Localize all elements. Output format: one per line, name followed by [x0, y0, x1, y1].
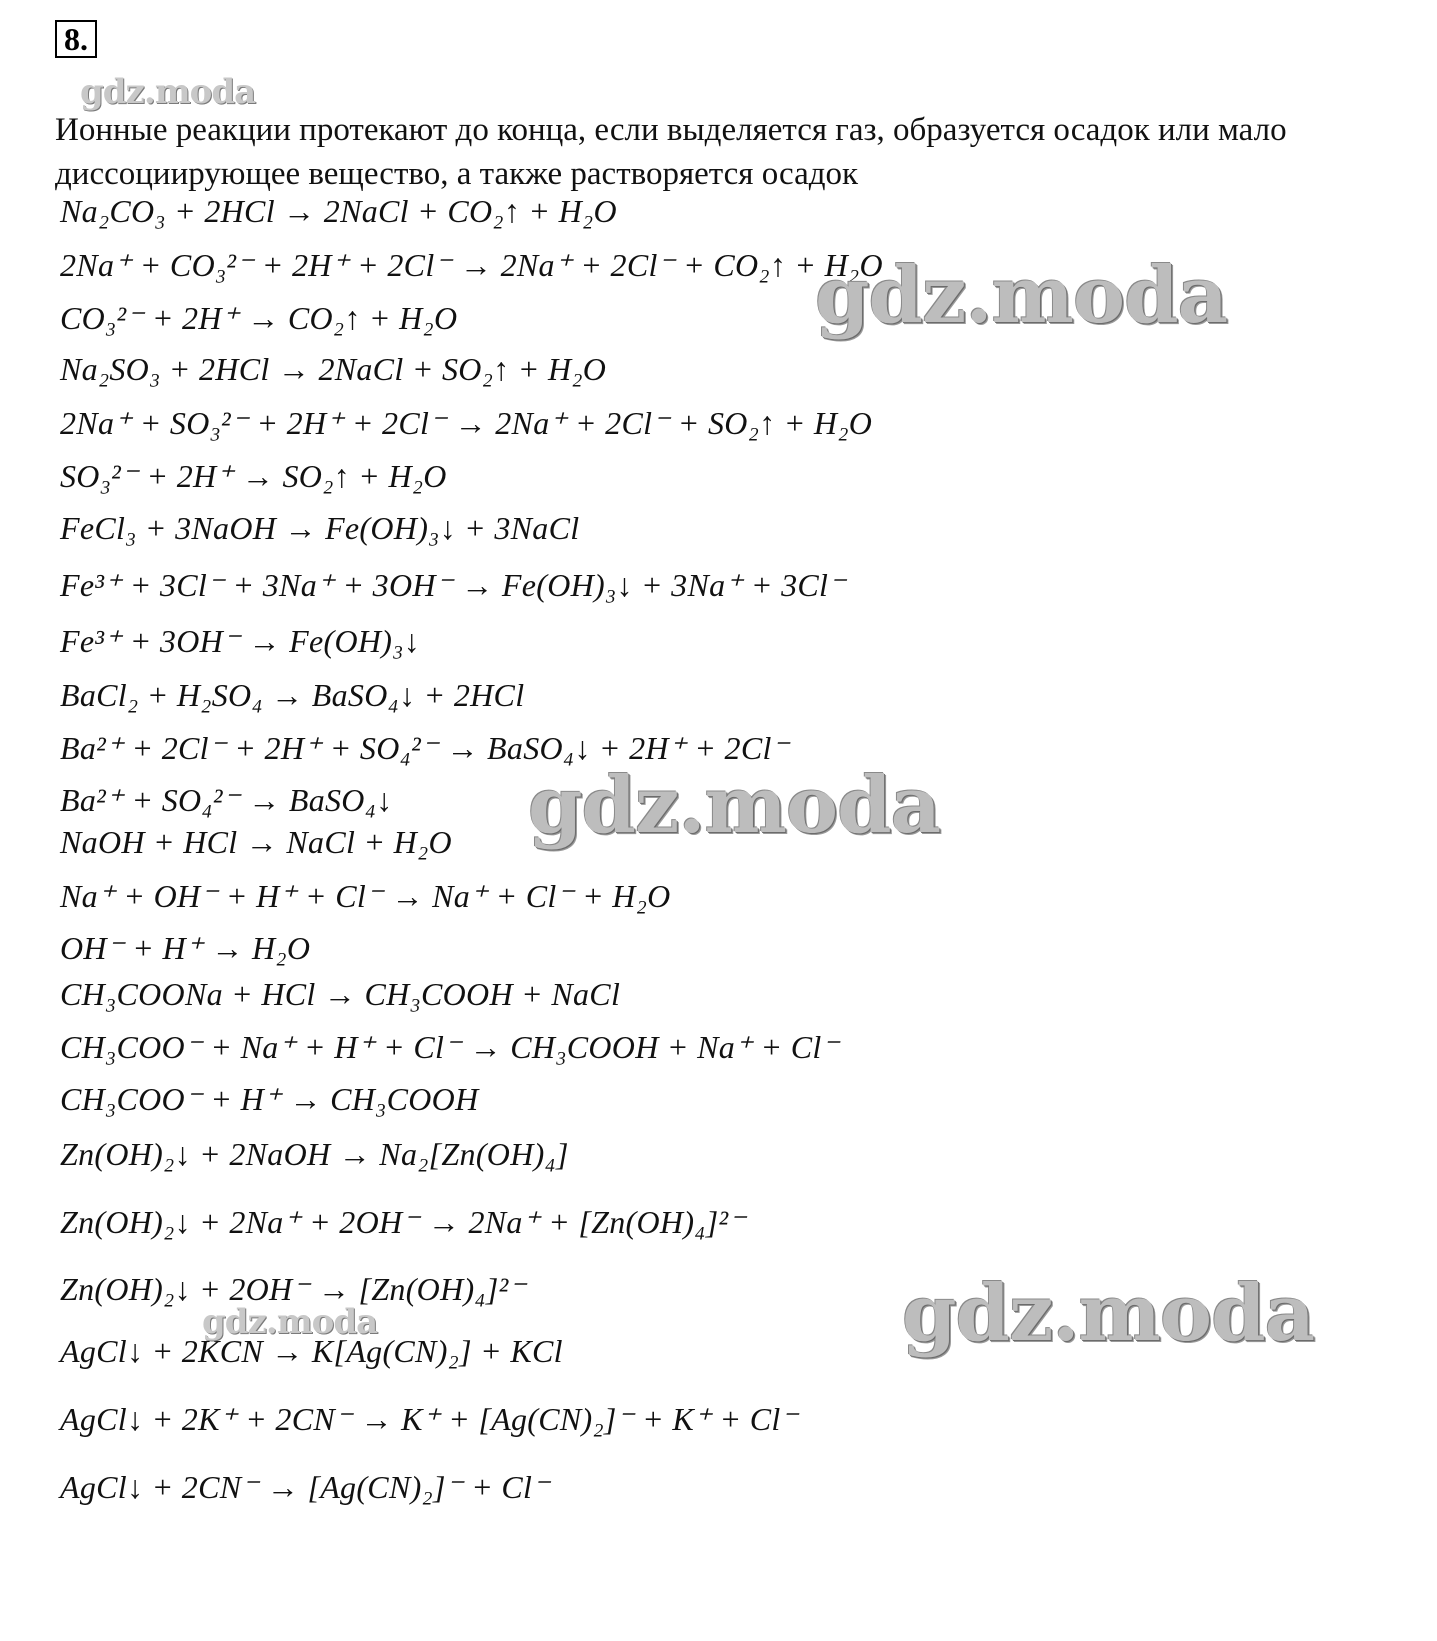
equation-line: Zn(OH)₂↓ + 2NaOH → Na₂[Zn(OH)₄]	[60, 1136, 569, 1172]
intro-text: Ионные реакции протекают до конца, если выделяется газ, образуется осадок или мало диссоциирующее вещество, а также растворяется осадок	[55, 112, 1287, 192]
equation-line: CH₃COO⁻ + Na⁺ + H⁺ + Cl⁻ → CH₃COOH + Na⁺ + Cl⁻	[60, 1029, 839, 1065]
equation-line: 2Na⁺ + SO₃²⁻ + 2H⁺ + 2Cl⁻ → 2Na⁺ + 2Cl⁻ + SO₂↑ + H₂O	[60, 405, 873, 441]
equation-line: BaCl₂ + H₂SO₄ → BaSO₄↓ + 2HCl	[60, 677, 525, 713]
equation-line: CO₃²⁻ + 2H⁺ → CO₂↑ + H₂O	[60, 300, 458, 336]
equation-line: Fe³⁺ + 3OH⁻ → Fe(OH)₃↓	[60, 623, 420, 659]
equation-line: Ba²⁺ + 2Cl⁻ + 2H⁺ + SO₄²⁻ → BaSO₄↓ + 2H⁺ + 2Cl⁻	[60, 730, 789, 766]
watermark: gdz.moda	[902, 1268, 1315, 1359]
watermark: gdz.moda	[815, 250, 1228, 341]
equation-line: Na⁺ + OH⁻ + H⁺ + Cl⁻ → Na⁺ + Cl⁻ + H₂O	[60, 878, 671, 914]
equation-line: AgCl↓ + 2CN⁻ → [Ag(CN)₂]⁻ + Cl⁻	[60, 1469, 550, 1505]
equation-line: FeCl₃ + 3NaOH → Fe(OH)₃↓ + 3NaCl	[60, 510, 580, 546]
equation-line: NaOH + HCl → NaCl + H₂O	[60, 824, 452, 860]
equation-line: CH₃COO⁻ + H⁺ → CH₃COOH	[60, 1081, 479, 1117]
equation-line: AgCl↓ + 2KCN → K[Ag(CN)₂] + KCl	[60, 1333, 563, 1369]
equation-line: Fe³⁺ + 3Cl⁻ + 3Na⁺ + 3OH⁻ → Fe(OH)₃↓ + 3Na⁺ + 3Cl⁻	[60, 567, 846, 603]
equation-line: Zn(OH)₂↓ + 2OH⁻ → [Zn(OH)₄]²⁻	[60, 1271, 526, 1307]
equation-line: SO₃²⁻ + 2H⁺ → SO₂↑ + H₂O	[60, 458, 447, 494]
equation-line: Na₂SO₃ + 2HCl → 2NaCl + SO₂↑ + H₂O	[60, 351, 607, 387]
watermark: gdz.moda	[80, 72, 256, 112]
equation-line: CH₃COONa + HCl → CH₃COOH + NaCl	[60, 976, 621, 1012]
watermark: gdz.moda	[528, 760, 941, 851]
watermark: gdz.moda	[202, 1302, 378, 1342]
equation-line: Zn(OH)₂↓ + 2Na⁺ + 2OH⁻ → 2Na⁺ + [Zn(OH)₄]²⁻	[60, 1204, 746, 1240]
task-number: 8.	[55, 20, 97, 58]
equation-line: AgCl↓ + 2K⁺ + 2CN⁻ → K⁺ + [Ag(CN)₂]⁻ + K⁺ + Cl⁻	[60, 1401, 798, 1437]
equation-line: 2Na⁺ + CO₃²⁻ + 2H⁺ + 2Cl⁻ → 2Na⁺ + 2Cl⁻ + CO₂↑ + H₂O	[60, 247, 883, 283]
equation-line: Na₂CO₃ + 2HCl → 2NaCl + CO₂↑ + H₂O	[60, 193, 617, 229]
equation-line: OH⁻ + H⁺ → H₂O	[60, 930, 311, 966]
equation-line: Ba²⁺ + SO₄²⁻ → BaSO₄↓	[60, 782, 393, 818]
